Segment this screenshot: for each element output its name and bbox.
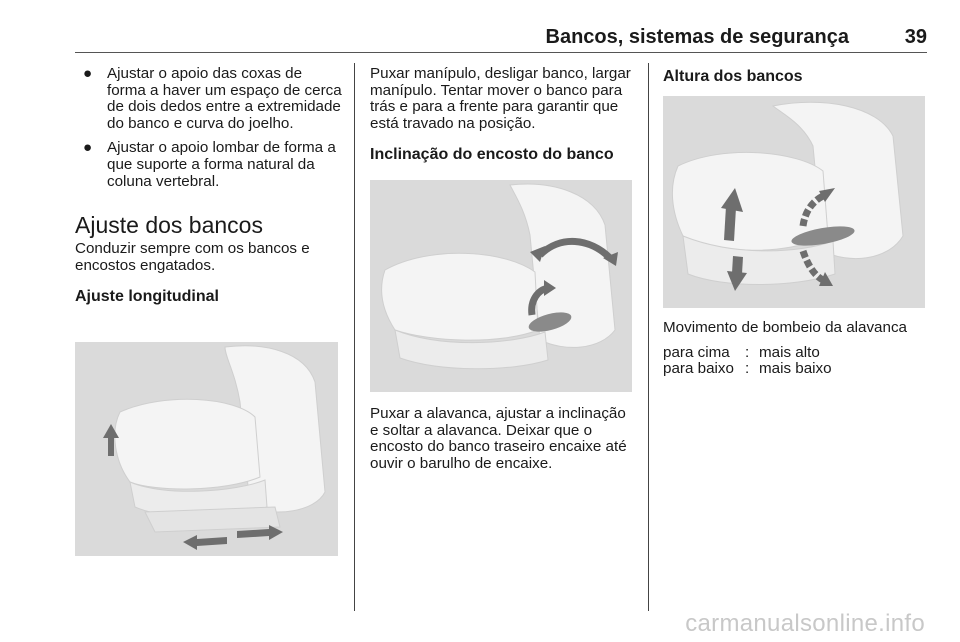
caption-text: Puxar a alavanca, ajustar a inclinação e soltar a alavanca. Deixar que o encosto do banco traseiro encaixe até ouvir o barulho de encaixe.: [370, 405, 627, 472]
bullet-text: Ajustar o apoio das coxas de forma a haver um espaço de cerca de dois dedos entre a extremidade do banco e curva do joelho.: [107, 65, 342, 132]
watermark: carmanualsonline.info: [685, 610, 925, 637]
seat-longitudinal-illustration: [75, 342, 338, 556]
subsection-title: Ajuste longitudinal: [75, 288, 219, 306]
section-text: Conduzir sempre com os bancos e encostos engatados.: [75, 240, 310, 274]
subsection-title: Inclinação do encosto do banco: [370, 146, 614, 164]
page-header: [75, 26, 927, 53]
bullet-text: Ajustar o apoio lombar de forma a que suporte a forma natural da coluna vertebral.: [107, 139, 336, 190]
table-sep: :: [745, 343, 750, 361]
bullet-item: [75, 140, 343, 190]
table-row: [663, 345, 832, 362]
intro-text: Puxar manípulo, desligar banco, largar manípulo. Tentar mover o banco para trás e para a frente para garantir que está travado na posição.: [370, 65, 631, 132]
column-2: [370, 66, 638, 176]
table-row: [663, 361, 832, 378]
seat-height-illustration: [663, 96, 925, 308]
table-key: para baixo: [663, 360, 734, 378]
subsection-title: Altura dos bancos: [663, 68, 803, 85]
chapter-title: Bancos, sistemas de segurança: [545, 26, 849, 48]
caption-text: Movimento de bombeio da alavanca: [663, 319, 907, 336]
column-2-caption: [370, 406, 638, 472]
column-3: [663, 66, 928, 98]
page-number: 39: [904, 26, 927, 48]
table-key: para cima: [663, 343, 730, 361]
column-3-caption: [663, 320, 928, 378]
table-value: mais alto: [759, 343, 820, 361]
bullet-dot: ●: [83, 65, 93, 82]
section-title: Ajuste dos bancos: [75, 212, 263, 239]
table-value: mais baixo: [759, 360, 832, 378]
height-table: [663, 345, 832, 378]
column-1: [75, 66, 343, 318]
bullet-dot: ●: [83, 139, 93, 157]
table-sep: :: [745, 360, 750, 378]
seat-recline-illustration: [370, 180, 632, 392]
arrow-left-icon: [183, 535, 227, 550]
column-divider: [354, 63, 355, 611]
bullet-item: [75, 66, 343, 132]
column-divider: [648, 63, 649, 611]
